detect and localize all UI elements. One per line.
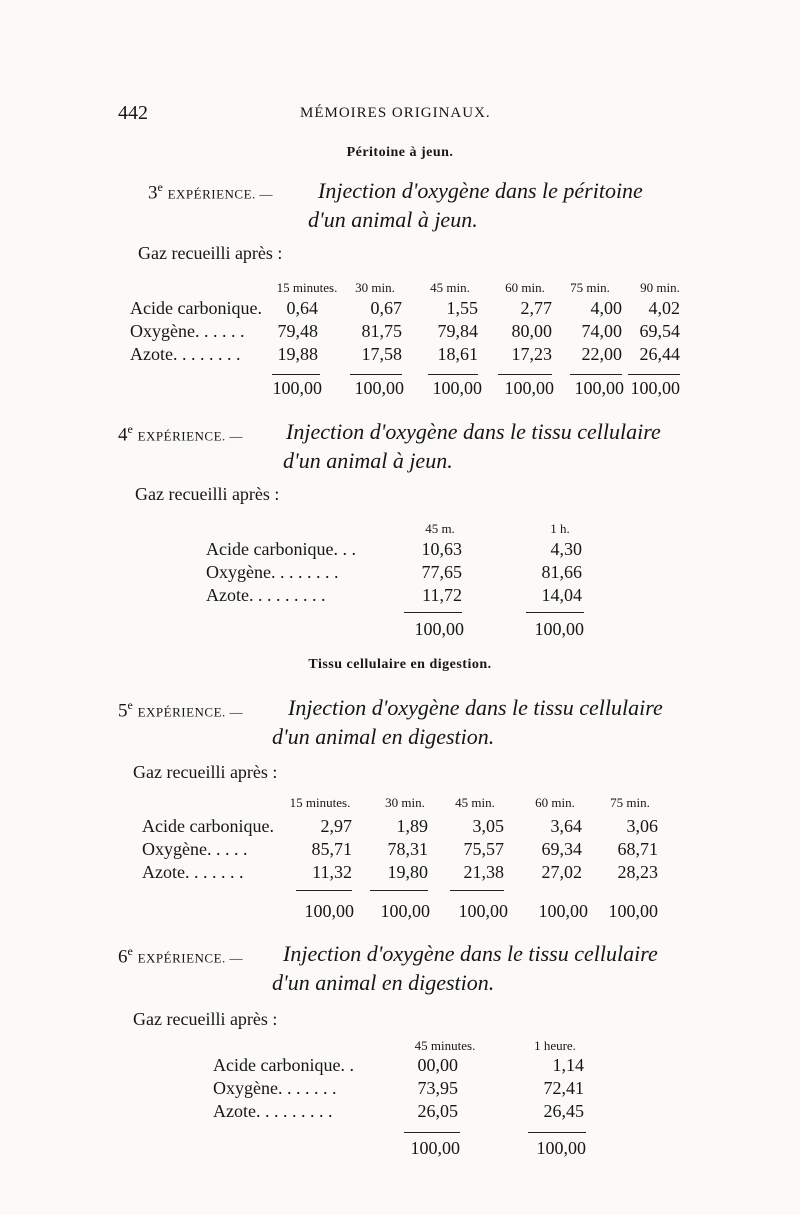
table-total: 100,00 bbox=[608, 901, 658, 921]
table-cell: 2,97 bbox=[320, 816, 352, 836]
table-cell: 85,71 bbox=[311, 839, 352, 859]
column-header: 45 min. bbox=[430, 280, 470, 295]
table-cell: 3,06 bbox=[626, 816, 658, 836]
table-cell: 1,55 bbox=[446, 298, 478, 318]
table-cell: 72,41 bbox=[543, 1078, 584, 1098]
table-cell: 17,23 bbox=[511, 344, 552, 364]
sum-rule bbox=[404, 1132, 460, 1133]
table-cell: 27,02 bbox=[541, 862, 582, 882]
table-cell: 26,05 bbox=[417, 1101, 458, 1121]
experiment-title-line1: Injection d'oxygène dans le tissu cellulaire bbox=[288, 695, 663, 720]
gaz-recueilli-label: Gaz recueilli après : bbox=[133, 762, 278, 782]
column-header: 15 minutes. bbox=[289, 795, 351, 810]
sum-rule bbox=[370, 890, 428, 891]
sum-rule bbox=[272, 374, 320, 375]
row-label: Acide carbonique. bbox=[142, 816, 274, 836]
table-total: 100,00 bbox=[538, 901, 588, 921]
table-cell: 11,32 bbox=[312, 862, 352, 882]
sum-rule bbox=[350, 374, 402, 375]
running-title: MÉMOIRES ORIGINAUX. bbox=[300, 105, 491, 121]
table-cell: 1,89 bbox=[396, 816, 428, 836]
experiment-number: 6 bbox=[118, 946, 128, 968]
experiment-title-line2: d'un animal en digestion. bbox=[272, 724, 495, 749]
sum-rule bbox=[498, 374, 552, 375]
table-total: 100,00 bbox=[380, 901, 430, 921]
table-cell: 78,31 bbox=[387, 839, 428, 859]
experiment-title-line2: d'un animal en digestion. bbox=[272, 970, 495, 995]
section-title-peritoine: Péritoine à jeun. bbox=[346, 145, 454, 160]
experiment-title-line1: Injection d'oxygène dans le tissu cellulaire bbox=[286, 419, 661, 444]
table-cell: 81,75 bbox=[361, 321, 402, 341]
table-cell: 18,61 bbox=[437, 344, 478, 364]
column-header: 75 min. bbox=[570, 280, 610, 295]
column-header: 30 min. bbox=[385, 795, 425, 810]
row-label: Oxygène. . . . . . . . bbox=[206, 562, 339, 582]
experiment-title-line1: Injection d'oxygène dans le tissu cellulaire bbox=[283, 941, 658, 966]
sum-rule bbox=[404, 612, 462, 613]
experiment-word: EXPÉRIENCE. — bbox=[167, 186, 274, 202]
column-header: 60 min. bbox=[505, 280, 545, 295]
experiment-title-line2: d'un animal à jeun. bbox=[308, 207, 478, 232]
gaz-recueilli-label: Gaz recueilli après : bbox=[138, 243, 283, 263]
column-header: 45 m. bbox=[425, 521, 455, 536]
column-header: 1 h. bbox=[550, 521, 570, 536]
page-number: 442 bbox=[118, 102, 148, 124]
table-total: 100,00 bbox=[534, 619, 584, 639]
column-header: 45 minutes. bbox=[414, 1038, 476, 1053]
table-total: 100,00 bbox=[630, 378, 680, 398]
row-label: Oxygène. . . . . . . bbox=[213, 1078, 337, 1098]
row-label: Acide carbonique. . bbox=[213, 1055, 354, 1075]
experiment-number: 5 bbox=[118, 700, 128, 722]
gaz-recueilli-label: Gaz recueilli après : bbox=[133, 1009, 278, 1029]
experiment-label bbox=[118, 698, 243, 722]
experiment-word: EXPÉRIENCE. — bbox=[137, 704, 244, 720]
table-cell: 26,45 bbox=[543, 1101, 584, 1121]
table-cell: 4,02 bbox=[648, 298, 680, 318]
sum-rule bbox=[428, 374, 478, 375]
experiment-number: 3 bbox=[148, 182, 158, 204]
sum-rule bbox=[628, 374, 680, 375]
column-header: 75 min. bbox=[610, 795, 650, 810]
table-cell: 22,00 bbox=[581, 344, 622, 364]
table-cell: 69,54 bbox=[639, 321, 680, 341]
column-header: 30 min. bbox=[355, 280, 395, 295]
row-label: Azote. . . . . . . . . bbox=[213, 1101, 333, 1121]
column-header: 60 min. bbox=[535, 795, 575, 810]
sum-rule bbox=[296, 890, 352, 891]
column-header: 15 minutes. bbox=[276, 280, 338, 295]
row-label: Oxygène. . . . . . bbox=[130, 321, 245, 341]
table-cell: 0,64 bbox=[286, 298, 318, 318]
table-cell: 69,34 bbox=[541, 839, 582, 859]
table-total: 100,00 bbox=[432, 378, 482, 398]
experiment-label bbox=[118, 944, 243, 968]
table-cell: 79,84 bbox=[437, 321, 478, 341]
column-header: 1 heure. bbox=[534, 1038, 576, 1053]
sum-rule bbox=[570, 374, 622, 375]
row-label: Acide carbonique. . . bbox=[206, 539, 356, 559]
table-total: 100,00 bbox=[304, 901, 354, 921]
table-cell: 79,48 bbox=[277, 321, 318, 341]
experiment-title-line2: d'un animal à jeun. bbox=[283, 448, 453, 473]
column-header: 90 min. bbox=[640, 280, 680, 295]
row-label: Acide carbonique. bbox=[130, 298, 262, 318]
row-label: Azote. . . . . . . . bbox=[130, 344, 241, 364]
table-cell: 73,95 bbox=[417, 1078, 458, 1098]
experiment-word: EXPÉRIENCE. — bbox=[137, 950, 244, 966]
table-cell: 28,23 bbox=[617, 862, 658, 882]
table-cell: 4,30 bbox=[550, 539, 582, 559]
sum-rule bbox=[528, 1132, 586, 1133]
experiment-word: EXPÉRIENCE. — bbox=[137, 428, 244, 444]
table-cell: 3,05 bbox=[472, 816, 504, 836]
column-header: 45 min. bbox=[455, 795, 495, 810]
table-cell: 10,63 bbox=[421, 539, 462, 559]
table-cell: 11,72 bbox=[422, 585, 462, 605]
table-cell: 17,58 bbox=[361, 344, 402, 364]
table-cell: 75,57 bbox=[463, 839, 504, 859]
table-cell: 81,66 bbox=[541, 562, 582, 582]
section-title-digestion: Tissu cellulaire en digestion. bbox=[308, 657, 492, 672]
row-label: Azote. . . . . . . bbox=[142, 862, 244, 882]
table-cell: 21,38 bbox=[463, 862, 504, 882]
experiment-superscript: e bbox=[127, 422, 133, 436]
table-cell: 1,14 bbox=[552, 1055, 584, 1075]
row-label: Oxygène. . . . . bbox=[142, 839, 248, 859]
table-cell: 19,80 bbox=[387, 862, 428, 882]
row-label: Azote. . . . . . . . . bbox=[206, 585, 326, 605]
table-total: 100,00 bbox=[574, 378, 624, 398]
table-total: 100,00 bbox=[536, 1138, 586, 1158]
experiment-superscript: e bbox=[127, 944, 133, 958]
table-cell: 4,00 bbox=[590, 298, 622, 318]
table-cell: 68,71 bbox=[617, 839, 658, 859]
experiment-superscript: e bbox=[127, 698, 133, 712]
table-cell: 14,04 bbox=[541, 585, 582, 605]
sum-rule bbox=[526, 612, 584, 613]
gaz-recueilli-label: Gaz recueilli après : bbox=[135, 484, 280, 504]
table-total: 100,00 bbox=[272, 378, 322, 398]
table-total: 100,00 bbox=[504, 378, 554, 398]
experiment-title-line1: Injection d'oxygène dans le péritoine bbox=[318, 178, 643, 203]
table-total: 100,00 bbox=[414, 619, 464, 639]
table-cell: 77,65 bbox=[421, 562, 462, 582]
experiment-number: 4 bbox=[118, 424, 128, 446]
table-cell: 00,00 bbox=[417, 1055, 458, 1075]
experiment-label bbox=[148, 180, 273, 204]
table-total: 100,00 bbox=[354, 378, 404, 398]
table-cell: 2,77 bbox=[520, 298, 552, 318]
table-total: 100,00 bbox=[458, 901, 508, 921]
table-total: 100,00 bbox=[410, 1138, 460, 1158]
sum-rule bbox=[450, 890, 504, 891]
experiment-superscript: e bbox=[157, 180, 163, 194]
experiment-label bbox=[118, 422, 243, 446]
table-cell: 74,00 bbox=[581, 321, 622, 341]
table-cell: 26,44 bbox=[639, 344, 680, 364]
table-cell: 0,67 bbox=[370, 298, 402, 318]
table-cell: 19,88 bbox=[277, 344, 318, 364]
table-cell: 3,64 bbox=[550, 816, 582, 836]
table-cell: 80,00 bbox=[511, 321, 552, 341]
